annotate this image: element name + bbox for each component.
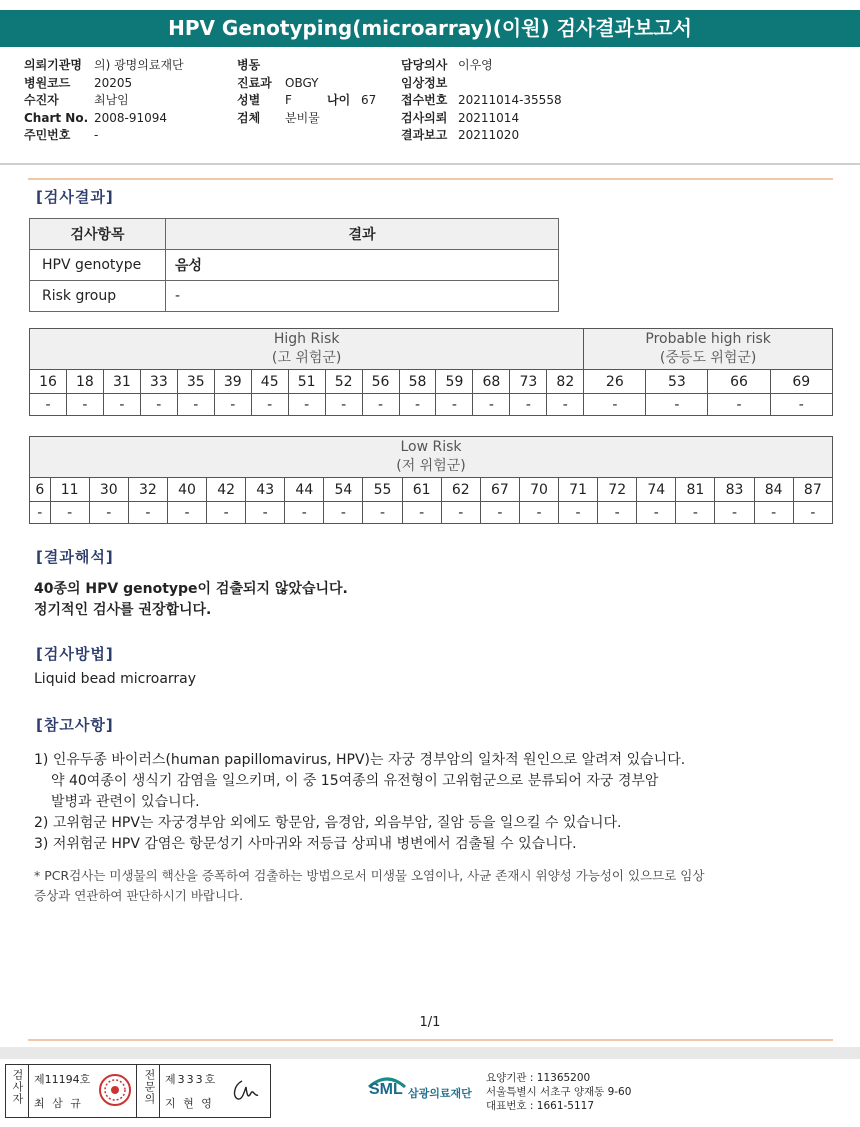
page-number: 1/1: [419, 1015, 441, 1030]
low-risk-title: Low Risk: [400, 439, 462, 455]
hpv-type-cell: 6: [30, 478, 51, 502]
chart-no-label: Chart No.: [24, 110, 89, 125]
hpv-result-cell: -: [598, 502, 637, 524]
peach-divider-top: [28, 178, 833, 180]
recipient-value: 최남임: [94, 93, 129, 107]
sign-divider-1: [28, 1065, 29, 1117]
hpv-type-cell: 59: [436, 370, 473, 394]
hpv-result-cell: -: [584, 394, 646, 416]
accession-value: 20211014-35558: [458, 93, 562, 107]
hpv-type-cell: 82: [547, 370, 584, 394]
hpv-type-cell: 56: [362, 370, 399, 394]
hpv-type-cell: 18: [66, 370, 103, 394]
high-risk-title: High Risk: [273, 331, 340, 347]
hpv-result-cell: -: [66, 394, 103, 416]
hpv-type-cell: 74: [637, 478, 676, 502]
age-value: 67: [361, 93, 377, 107]
hpv-type-cell: 45: [251, 370, 288, 394]
reference-item-1-line-1: 1) 인유두종 바이러스(human papillomavirus, HPV)는 자궁 경부암의 일차적 원인으로 알려져 있습니다.: [34, 752, 686, 768]
hpv-result-cell: -: [402, 502, 441, 524]
hpv-result-cell: -: [325, 394, 362, 416]
hpv-type-cell: 43: [246, 478, 285, 502]
hpv-type-cell: 53: [646, 370, 708, 394]
hpv-result-cell: -: [559, 502, 598, 524]
patient-info-col1: [24, 57, 184, 145]
hpv-type-cell: 67: [480, 478, 519, 502]
high-risk-table: [29, 328, 833, 416]
footer-divider: [0, 1047, 860, 1059]
probable-high-risk-header: [584, 329, 833, 370]
hpv-result-cell: -: [285, 502, 324, 524]
hpv-result-cell: -: [89, 502, 128, 524]
reference-note-line-2: 증상과 연관하여 판단하시기 바랍니다.: [34, 888, 244, 903]
reference-item-3: 3) 저위험군 HPV 감염은 항문성기 사마귀와 저등급 상피내 병변에서 검출될 수 있습니다.: [34, 836, 577, 852]
hpv-result-cell: -: [441, 502, 480, 524]
ward-label: 병동: [237, 58, 261, 72]
high-risk-values-row: [30, 394, 833, 416]
rrn-value: -: [94, 128, 99, 142]
hpv-result-cell: -: [363, 502, 402, 524]
result-value: 음성: [166, 250, 559, 281]
dept-value: OBGY: [285, 75, 319, 90]
hpv-result-cell: -: [207, 502, 246, 524]
hpv-type-cell: 40: [167, 478, 206, 502]
hpv-type-cell: 87: [793, 478, 832, 502]
high-risk-types-row: [30, 370, 833, 394]
probable-high-risk-subtitle: (중등도 위험군): [659, 350, 757, 366]
hpv-result-cell: -: [770, 394, 832, 416]
reference-item-1-line-2: 약 40여종이 생식기 감염을 일으키며, 이 중 15여종의 유전형이 고위험군으로 분류되어 자궁 경부암: [51, 773, 659, 789]
patient-info-col2: [237, 57, 376, 127]
hpv-result-cell: -: [167, 502, 206, 524]
reference-note-line-1: * PCR검사는 미생물의 핵산을 증폭하여 검출하는 방법으로서 미생물 오염이나, 사균 존재시 위양성 가능성이 있으므로 임상: [34, 868, 705, 883]
hpv-type-cell: 58: [399, 370, 436, 394]
seal-stamp-icon: [98, 1073, 132, 1107]
dept-label: 진료과: [237, 75, 272, 90]
specimen-value: 분비물: [285, 110, 320, 125]
hpv-result-cell: -: [251, 394, 288, 416]
hpv-result-cell: -: [50, 502, 89, 524]
hpv-type-cell: 32: [128, 478, 167, 502]
rrn-label: 주민번호: [24, 128, 71, 142]
doctor-value: 이우영: [458, 58, 493, 72]
hospital-code-value: 20205: [94, 75, 133, 90]
reviewer-license-no: 제333호: [165, 1073, 218, 1086]
hpv-type-cell: 81: [676, 478, 715, 502]
institution-label: 의뢰기관명: [24, 58, 82, 72]
hpv-type-cell: 68: [473, 370, 510, 394]
hpv-result-cell: -: [399, 394, 436, 416]
specimen-label: 검체: [237, 110, 261, 125]
result-item: Risk group: [30, 281, 166, 312]
hpv-type-cell: 69: [770, 370, 832, 394]
method-text: Liquid bead microarray: [34, 671, 197, 687]
institution-value: 의) 광명의료재단: [94, 58, 184, 72]
sex-label: 성별: [237, 93, 261, 107]
hpv-type-cell: 62: [441, 478, 480, 502]
method-section-title: [검사방법]: [36, 645, 114, 663]
tester-license-no: 제11194호: [34, 1073, 91, 1086]
table-row: [30, 281, 559, 312]
hpv-type-cell: 39: [214, 370, 251, 394]
result-item: HPV genotype: [30, 250, 166, 281]
interpretation-section-title: [결과해석]: [36, 548, 114, 566]
reviewer-name: 지 현 영: [165, 1097, 214, 1110]
hpv-result-cell: -: [793, 502, 832, 524]
hpv-type-cell: 42: [207, 478, 246, 502]
low-risk-types-row: [30, 478, 833, 502]
hpv-result-cell: -: [103, 394, 140, 416]
probable-high-risk-title: Probable high risk: [645, 331, 771, 347]
doctor-label: 담당의사: [401, 58, 448, 72]
hpv-type-cell: 61: [402, 478, 441, 502]
age-label: 나이: [327, 93, 351, 107]
low-risk-header: [30, 437, 833, 478]
report-date-value: 20211020: [458, 128, 520, 142]
tester-label: 검사자: [11, 1069, 24, 1105]
hpv-result-cell: -: [128, 502, 167, 524]
care-code: 요양기관 : 11365200: [486, 1072, 591, 1084]
recipient-label: 수진자: [24, 93, 59, 107]
peach-divider-bottom: [28, 1039, 833, 1041]
hpv-type-cell: 16: [30, 370, 67, 394]
high-risk-header: [30, 329, 584, 370]
hpv-result-cell: -: [177, 394, 214, 416]
hpv-type-cell: 55: [363, 478, 402, 502]
header-divider: [0, 163, 860, 165]
hpv-result-cell: -: [246, 502, 285, 524]
hpv-result-cell: -: [480, 502, 519, 524]
hpv-type-cell: 66: [708, 370, 770, 394]
hpv-result-cell: -: [510, 394, 547, 416]
hpv-result-cell: -: [288, 394, 325, 416]
reference-item-1-line-3: 발병과 관련이 있습니다.: [51, 794, 200, 810]
low-risk-values-row: [30, 502, 833, 524]
org-contact: [486, 1071, 631, 1113]
hpv-type-cell: 51: [288, 370, 325, 394]
signature-icon: [228, 1075, 264, 1105]
hpv-type-cell: 71: [559, 478, 598, 502]
hpv-result-cell: -: [708, 394, 770, 416]
reference-list: [34, 750, 685, 855]
hpv-type-cell: 72: [598, 478, 637, 502]
hpv-result-cell: -: [754, 502, 793, 524]
reference-section-title: [참고사항]: [36, 716, 114, 734]
reviewer-label: 전문의: [143, 1069, 156, 1105]
hpv-type-cell: 54: [324, 478, 363, 502]
org-name: 삼광의료재단: [408, 1087, 472, 1100]
hpv-result-cell: -: [637, 502, 676, 524]
hpv-result-cell: -: [676, 502, 715, 524]
hpv-result-cell: -: [30, 394, 67, 416]
hpv-type-cell: 11: [50, 478, 89, 502]
clinical-info-label: 임상정보: [401, 75, 448, 90]
sign-divider-3: [159, 1065, 160, 1117]
low-risk-table: [29, 436, 833, 524]
result-col-item: 검사항목: [30, 219, 166, 250]
sex-value: F: [285, 93, 292, 107]
result-section-title: [검사결과]: [36, 188, 114, 206]
high-risk-subtitle: (고 위험군): [271, 350, 342, 366]
table-row: [30, 250, 559, 281]
accession-label: 접수번호: [401, 93, 448, 107]
hpv-result-cell: -: [362, 394, 399, 416]
hpv-type-cell: 70: [519, 478, 558, 502]
hpv-result-cell: -: [473, 394, 510, 416]
hpv-type-cell: 33: [140, 370, 177, 394]
sign-divider-2: [136, 1065, 137, 1117]
signature-block: [5, 1064, 271, 1118]
sml-logo-text: SML: [369, 1081, 403, 1098]
hpv-result-cell: -: [547, 394, 584, 416]
hpv-type-cell: 52: [325, 370, 362, 394]
interpretation-line-2: 정기적인 검사를 권장합니다.: [34, 602, 212, 618]
result-col-result: 결과: [166, 219, 559, 250]
hpv-type-cell: 84: [754, 478, 793, 502]
hpv-result-cell: -: [436, 394, 473, 416]
hpv-type-cell: 30: [89, 478, 128, 502]
hpv-type-cell: 26: [584, 370, 646, 394]
chart-no-value: 2008-91094: [94, 110, 168, 125]
hpv-result-cell: -: [715, 502, 754, 524]
hpv-type-cell: 44: [285, 478, 324, 502]
patient-info-col3: [401, 57, 562, 145]
interpretation-line-1: 40종의 HPV genotype이 검출되지 않았습니다.: [34, 581, 348, 597]
hpv-result-cell: -: [519, 502, 558, 524]
hpv-result-cell: -: [140, 394, 177, 416]
hpv-result-cell: -: [646, 394, 708, 416]
hospital-code-label: 병원코드: [24, 75, 71, 90]
result-table: [29, 218, 559, 312]
low-risk-subtitle: (저 위험군): [396, 458, 466, 474]
hpv-type-cell: 83: [715, 478, 754, 502]
hpv-result-cell: -: [30, 502, 51, 524]
report-date-label: 결과보고: [401, 128, 448, 142]
org-phone: 대표번호 : 1661-5117: [486, 1100, 595, 1112]
hpv-result-cell: -: [324, 502, 363, 524]
hpv-type-cell: 73: [510, 370, 547, 394]
request-date-value: 20211014: [458, 110, 520, 125]
org-address: 서울특별시 서초구 양재동 9-60: [486, 1086, 632, 1098]
hpv-result-cell: -: [214, 394, 251, 416]
interpretation-text: [34, 579, 348, 621]
request-date-label: 검사의뢰: [401, 110, 448, 125]
reference-note: [34, 866, 704, 906]
hpv-type-cell: 31: [103, 370, 140, 394]
hpv-type-cell: 35: [177, 370, 214, 394]
reference-item-2: 2) 고위험군 HPV는 자궁경부암 외에도 항문암, 음경암, 외음부암, 질암 등을 일으킬 수 있습니다.: [34, 815, 622, 831]
report-title: HPV Genotyping(microarray)(이원) 검사결과보고서: [0, 10, 860, 47]
tester-name: 최 삼 규: [34, 1097, 83, 1110]
result-value: -: [166, 281, 559, 312]
